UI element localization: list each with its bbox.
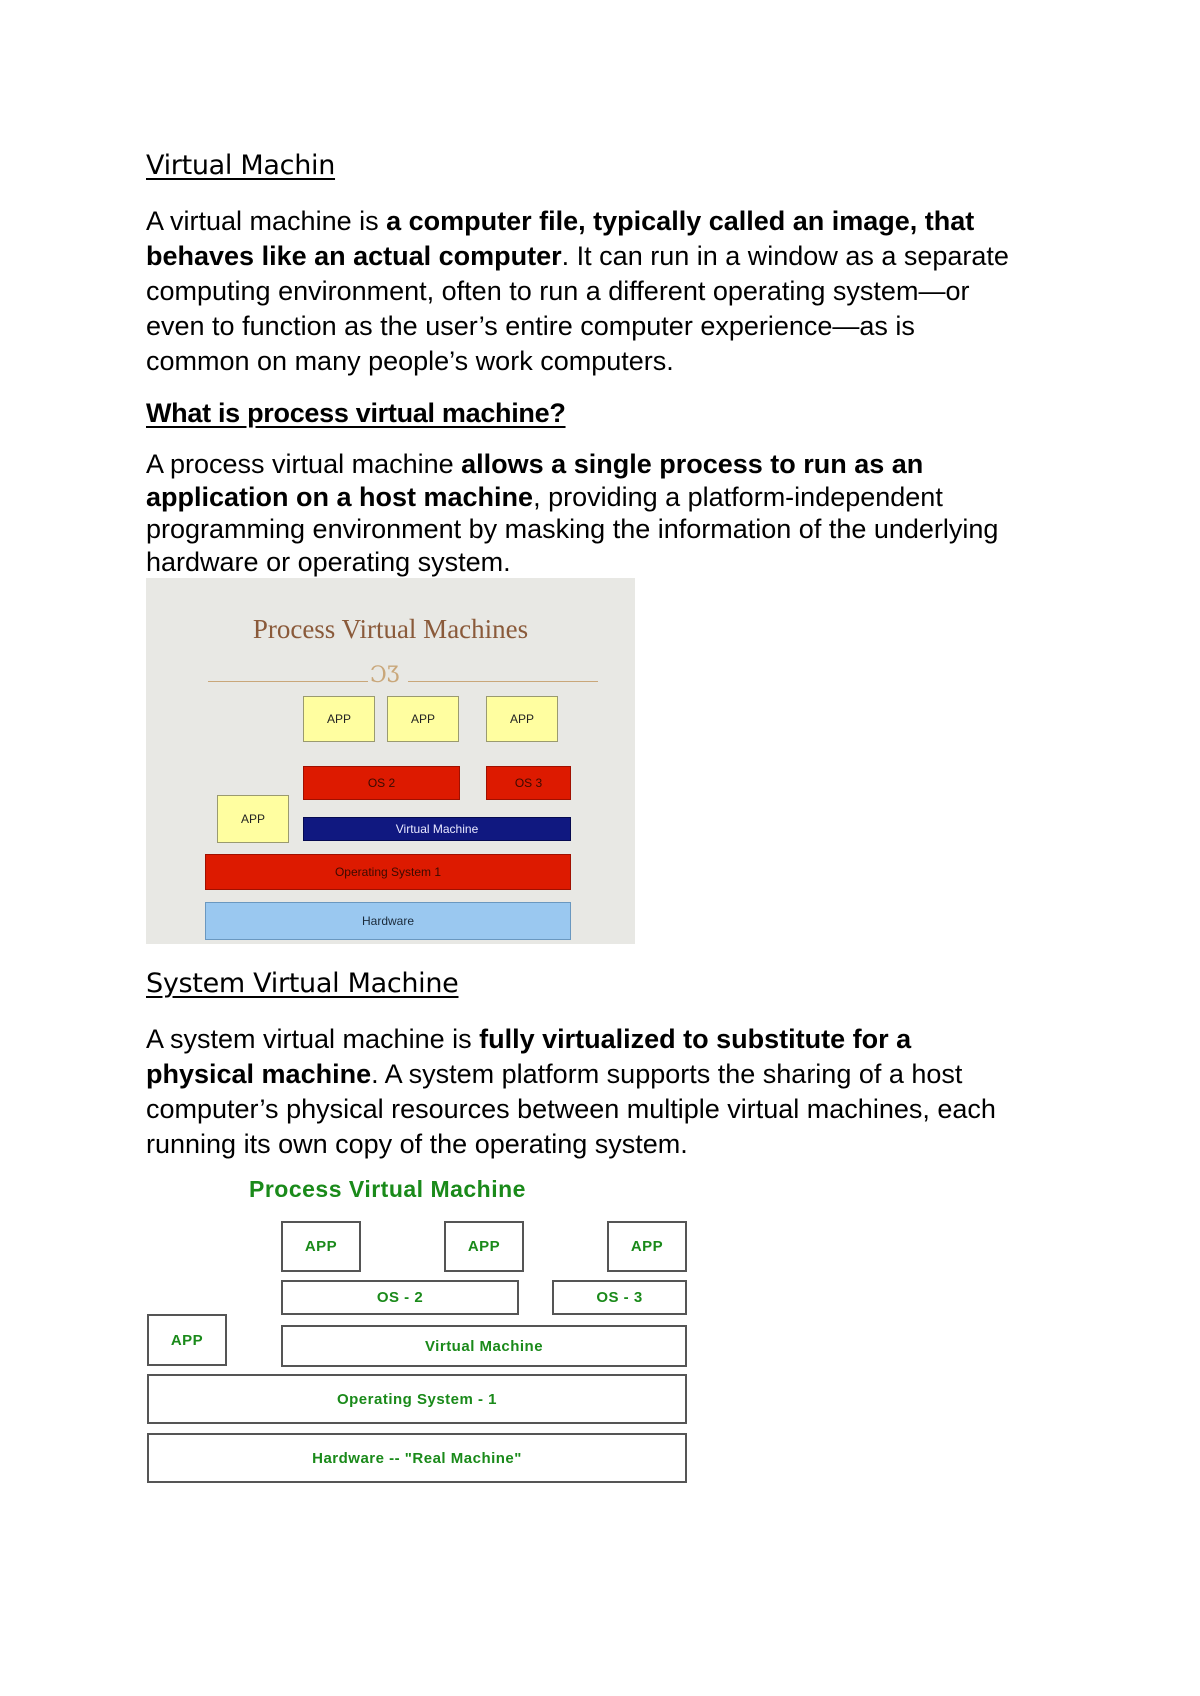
para-line: running its own copy of the operating system. — [146, 1129, 688, 1159]
app-box: APP — [281, 1221, 361, 1272]
app-box: APP — [486, 696, 558, 742]
para-line: physical machine. A system platform supports the sharing of a host — [146, 1059, 963, 1089]
divider — [208, 681, 368, 682]
os2-box: OS 2 — [303, 766, 460, 800]
side-app-box: APP — [217, 795, 289, 843]
paragraph-system-vm — [146, 1022, 1076, 1162]
app-box: APP — [444, 1221, 524, 1272]
divider — [408, 681, 598, 682]
hardware-box: Hardware -- "Real Machine" — [147, 1433, 687, 1483]
section-heading-virtual-machine: Virtual Machin — [146, 150, 336, 181]
app-box: APP — [387, 696, 459, 742]
diagram-title: Process Virtual Machines — [252, 614, 529, 644]
para-line: A process virtual machine allows a single process to run as an — [146, 449, 924, 479]
para-line: A system virtual machine is fully virtualized to substitute for a — [146, 1024, 912, 1054]
virtual-machine-box: Virtual Machine — [303, 817, 571, 841]
process-vm-diagram-color — [146, 578, 635, 944]
para-line: even to function as the user’s entire computer experience—as is — [146, 311, 915, 341]
hardware-box: Hardware — [205, 902, 571, 940]
ornament: ƆƷ — [370, 663, 400, 688]
os1-box: Operating System 1 — [205, 854, 571, 890]
os1-box: Operating System - 1 — [147, 1374, 687, 1424]
para-line: computing environment, often to run a different operating system—or — [146, 276, 970, 306]
virtual-machine-box: Virtual Machine — [281, 1325, 687, 1367]
os3-box: OS - 3 — [552, 1280, 687, 1315]
os3-box: OS 3 — [486, 766, 571, 800]
side-app-box: APP — [147, 1314, 227, 1366]
para-line: hardware or operating system. — [146, 546, 511, 577]
paragraph-virtual-machine — [146, 204, 1076, 379]
para-line: application on a host machine, providing a platform-independent — [146, 481, 943, 512]
app-box: APP — [303, 696, 375, 742]
para-line: computer’s physical resources between multiple virtual machines, each — [146, 1094, 996, 1124]
section-heading-process-vm: What is process virtual machine? — [146, 398, 566, 428]
para-line: A virtual machine is a computer file, typically called an image, that — [146, 206, 975, 236]
para-line: behaves like an actual computer. It can run in a window as a separate — [146, 241, 1009, 271]
diagram-title: Process Virtual Machine — [249, 1176, 526, 1202]
para-line: common on many people’s work computers. — [146, 346, 674, 376]
para-line: programming environment by masking the information of the underlying — [146, 514, 999, 544]
paragraph-process-vm — [146, 448, 1076, 578]
app-box: APP — [607, 1221, 687, 1272]
section-heading-system-vm: System Virtual Machine — [146, 968, 459, 999]
os2-box: OS - 2 — [281, 1280, 519, 1315]
